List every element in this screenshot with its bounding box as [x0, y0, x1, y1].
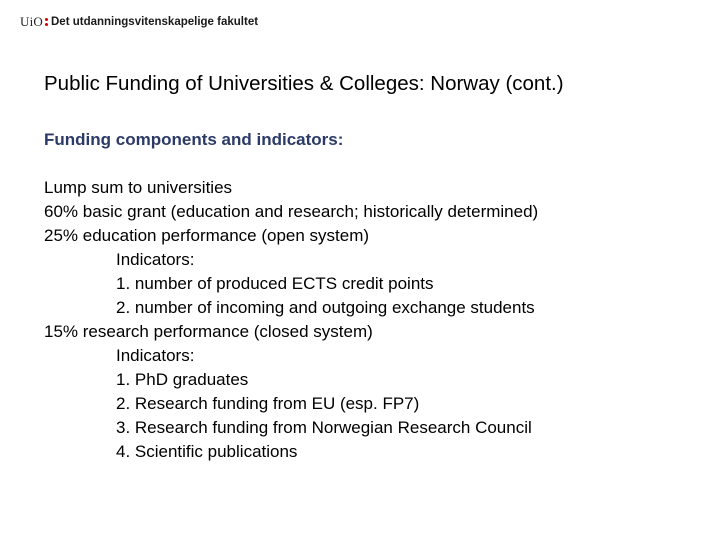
- header: [20, 13, 258, 31]
- list-item: 60% basic grant (education and research; historically determined): [44, 202, 539, 221]
- list-item: Indicators:: [116, 346, 195, 365]
- list-item: Lump sum to universities: [44, 178, 233, 197]
- list-item: 15% research performance (closed system): [44, 322, 373, 341]
- list-item: 25% education performance (open system): [44, 226, 370, 245]
- list-item: 1. number of produced ECTS credit points: [116, 274, 434, 293]
- logo-dots-icon: [45, 18, 48, 26]
- list-item: 2. Research funding from EU (esp. FP7): [116, 394, 420, 413]
- list-item: 4. Scientific publications: [116, 442, 298, 461]
- list-item: 3. Research funding from Norwegian Research Council: [116, 418, 532, 437]
- content-list: [44, 176, 538, 464]
- faculty-name: Det utdanningsvitenskapelige fakultet: [51, 16, 259, 28]
- slide-title: Public Funding of Universities & Colleges: Norway (cont.): [44, 72, 564, 95]
- slide-subtitle: Funding components and indicators:: [44, 130, 344, 149]
- uio-logo: UiO: [20, 14, 43, 29]
- list-item: 1. PhD graduates: [116, 370, 249, 389]
- list-item: Indicators:: [116, 250, 195, 269]
- list-item: 2. number of incoming and outgoing exchange students: [116, 298, 535, 317]
